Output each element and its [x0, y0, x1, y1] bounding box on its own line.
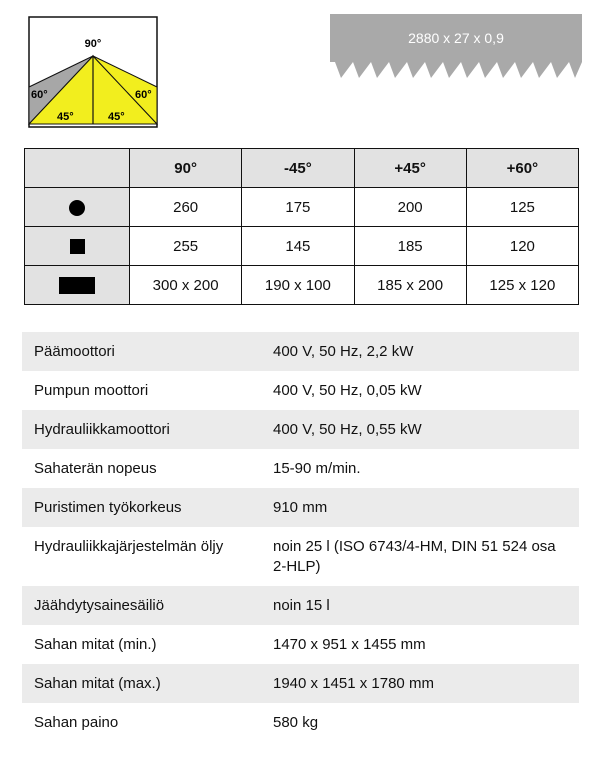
spec-row [22, 449, 579, 488]
spec-value: 1470 x 951 x 1455 mm [273, 636, 426, 653]
spec-label: Sahaterän nopeus [34, 460, 157, 477]
spec-row [22, 410, 579, 449]
spec-row [22, 664, 579, 703]
spec-row [22, 527, 579, 586]
table-header-cell: 90° [130, 149, 242, 188]
angle-label-left: 60° [31, 89, 48, 101]
spec-label: Päämoottori [34, 343, 115, 360]
table-cell: 260 [130, 188, 242, 227]
spec-value: 1940 x 1451 x 1780 mm [273, 675, 434, 692]
spec-value: 400 V, 50 Hz, 0,55 kW [273, 421, 422, 438]
table-header-cell: -45° [242, 149, 354, 188]
table-header-cell: +60° [466, 149, 578, 188]
round-stock-icon [69, 200, 85, 216]
table-cell: 200 [354, 188, 466, 227]
table-cell: 190 x 100 [242, 266, 354, 305]
spec-row [22, 488, 579, 527]
table-cell: 125 x 120 [466, 266, 578, 305]
spec-row [22, 586, 579, 625]
blade-size-label: 2880 x 27 x 0,9 [408, 30, 504, 46]
saw-blade-graphic [330, 14, 582, 78]
specifications-list [22, 332, 579, 742]
table-cell: 145 [242, 227, 354, 266]
cutting-angle-diagram [28, 16, 158, 128]
rectangular-stock-icon [59, 277, 95, 294]
table-cell: 185 x 200 [354, 266, 466, 305]
table-cell: 255 [130, 227, 242, 266]
spec-label: Sahan mitat (max.) [34, 675, 161, 692]
angle-label-top: 90° [84, 38, 102, 50]
cutting-capacity-table [24, 148, 579, 305]
table-header-cell: +45° [354, 149, 466, 188]
spec-value: 580 kg [273, 714, 319, 731]
shape-cell [25, 227, 130, 266]
spec-row [22, 332, 579, 371]
table-cell: 120 [466, 227, 578, 266]
spec-row [22, 371, 579, 410]
table-header-blank [25, 149, 130, 188]
spec-value: noin 25 l (ISO 6743/4-HM, DIN 51 524 osa 2-HLP) [273, 538, 556, 575]
angle-label-bottom-right: 45° [108, 111, 125, 123]
spec-value: noin 15 l [273, 597, 330, 614]
spec-value: 400 V, 50 Hz, 0,05 kW [273, 382, 422, 399]
spec-label: Jäähdytysainesäiliö [34, 597, 165, 614]
angle-label-bottom-left: 45° [57, 111, 74, 123]
spec-label: Puristimen työkorkeus [34, 499, 182, 516]
shape-cell [25, 266, 130, 305]
spec-value: 910 mm [273, 499, 328, 516]
table-cell: 125 [466, 188, 578, 227]
spec-row [22, 703, 579, 742]
spec-value: 400 V, 50 Hz, 2,2 kW [273, 343, 414, 360]
table-row [25, 227, 579, 266]
spec-value: 15-90 m/min. [273, 460, 361, 477]
spec-row [22, 625, 579, 664]
angle-label-right: 60° [135, 89, 152, 101]
table-cell: 185 [354, 227, 466, 266]
table-row [25, 266, 579, 305]
spec-label: Hydrauliikkamoottori [34, 421, 170, 438]
table-cell: 175 [242, 188, 354, 227]
spec-label: Sahan paino [34, 714, 119, 731]
spec-label: Sahan mitat (min.) [34, 636, 157, 653]
spec-label: Hydrauliikkajärjestelmän öljy [34, 538, 224, 555]
spec-label: Pumpun moottori [34, 382, 149, 399]
table-cell: 300 x 200 [130, 266, 242, 305]
table-header-row [25, 149, 579, 188]
shape-cell [25, 188, 130, 227]
table-row [25, 188, 579, 227]
square-stock-icon [70, 239, 85, 254]
